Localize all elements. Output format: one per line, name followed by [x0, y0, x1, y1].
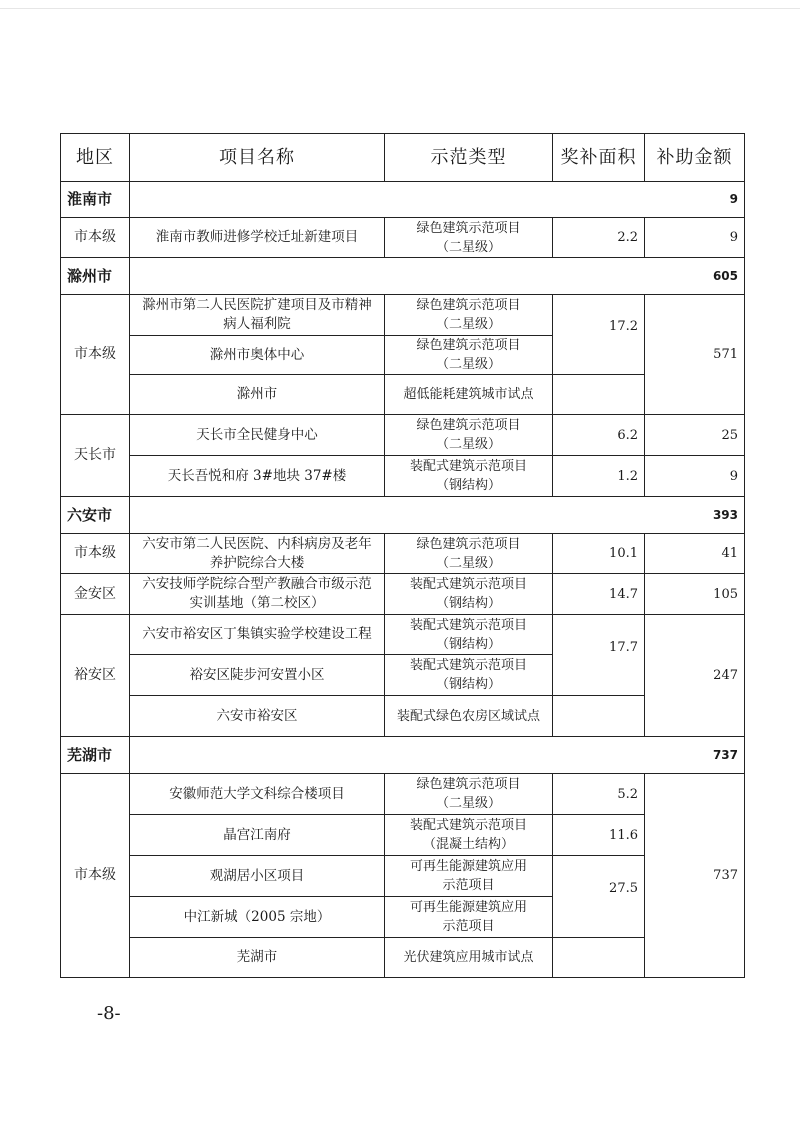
type-line-1: 装配式建筑示范项目 [409, 459, 527, 474]
type-cell [385, 534, 553, 574]
area-cell: 6.2 [553, 415, 645, 456]
table-row [61, 218, 745, 258]
table-row [61, 696, 745, 737]
header-project: 项目名称 [130, 134, 385, 182]
type-line-2: （二星级） [435, 357, 501, 372]
type-cell [385, 774, 553, 815]
type-line-2: （二星级） [435, 437, 501, 452]
project-cell: 晶宫江南府 [130, 815, 385, 856]
region-total: 737 [130, 737, 745, 774]
amount-cell: 737 [645, 774, 745, 978]
area-cell-empty [553, 938, 645, 978]
type-cell [385, 856, 553, 897]
table-row [61, 856, 745, 897]
area-cell: 10.1 [553, 534, 645, 574]
project-cell: 六安市裕安区 [130, 696, 385, 737]
type-line-1: 绿色建筑示范项目 [416, 338, 521, 353]
project-cell: 滁州市奥体中心 [130, 336, 385, 375]
type-cell [385, 415, 553, 456]
region-row-luan [61, 497, 745, 534]
type-line-1: 可再生能源建筑应用 [409, 859, 527, 874]
table-row [61, 938, 745, 978]
district-cell: 裕安区 [61, 615, 130, 737]
table-row [61, 774, 745, 815]
project-cell: 滁州市 [130, 375, 385, 415]
project-cell [130, 295, 385, 336]
region-name: 六安市 [61, 497, 130, 534]
amount-cell: 247 [645, 615, 745, 737]
amount-cell: 25 [645, 415, 745, 456]
area-cell-empty [553, 375, 645, 415]
type-cell: 装配式绿色农房区域试点 [385, 696, 553, 737]
header-area: 奖补面积 [553, 134, 645, 182]
table-row [61, 615, 745, 655]
area-cell [553, 295, 645, 375]
project-cell: 六安市裕安区丁集镇实验学校建设工程 [130, 615, 385, 655]
type-line-1: 装配式建筑示范项目 [409, 818, 527, 833]
type-line-2: （二星级） [435, 239, 501, 255]
project-cell [130, 574, 385, 615]
area-cell: 2.2 [553, 218, 645, 258]
project-cell: 天长市全民健身中心 [130, 415, 385, 456]
type-cell [385, 655, 553, 696]
project-cell: 裕安区陡步河安置小区 [130, 655, 385, 696]
region-name: 芜湖市 [61, 737, 130, 774]
type-cell [385, 456, 553, 497]
project-cell: 天长吾悦和府 3#地块 37#楼 [130, 456, 385, 497]
type-line-2: （钢结构） [435, 636, 501, 652]
project-cell: 淮南市教师进修学校迁址新建项目 [130, 218, 385, 258]
district-cell: 市本级 [61, 774, 130, 978]
district-cell: 金安区 [61, 574, 130, 615]
project-line-2: 养护院综合大楼 [209, 554, 305, 571]
project-line-2: 病人福利院 [223, 316, 291, 332]
amount-cell: 9 [645, 218, 745, 258]
type-line-2: 示范项目 [442, 919, 495, 934]
type-cell [385, 295, 553, 336]
amount-cell: 9 [645, 456, 745, 497]
district-cell: 市本级 [61, 295, 130, 415]
district-cell: 市本级 [61, 534, 130, 574]
region-row-wuhu [61, 737, 745, 774]
region-total: 393 [130, 497, 745, 534]
area-value: 17.2 [609, 319, 638, 334]
district-cell: 市本级 [61, 218, 130, 258]
table-row [61, 456, 745, 497]
scan-edge-line [0, 8, 800, 9]
type-line-1: 装配式建筑示范项目 [409, 617, 527, 633]
header-region: 地区 [61, 134, 130, 182]
type-line-2: （钢结构） [435, 596, 501, 611]
type-cell: 光伏建筑应用城市试点 [385, 938, 553, 978]
type-line-2: （钢结构） [435, 677, 501, 692]
region-name: 滁州市 [61, 258, 130, 295]
area-cell: 11.6 [553, 815, 645, 856]
project-cell: 安徽师范大学文科综合楼项目 [130, 774, 385, 815]
table-row [61, 375, 745, 415]
region-row-huainan [61, 182, 745, 218]
table-row [61, 574, 745, 615]
type-line-2: （二星级） [435, 317, 501, 332]
type-line-1: 装配式建筑示范项目 [409, 658, 527, 673]
type-line-2: （二星级） [435, 796, 501, 811]
type-line-1: 绿色建筑示范项目 [416, 220, 521, 236]
header-amount: 补助金额 [645, 134, 745, 182]
type-line-2: （钢结构） [435, 478, 501, 493]
area-cell [553, 615, 645, 696]
subsidy-table [60, 133, 745, 978]
project-cell: 芜湖市 [130, 938, 385, 978]
project-cell: 中江新城（2005 宗地） [130, 897, 385, 938]
project-line-1: 六安市第二人民医院、内科病房及老年 [142, 535, 372, 552]
area-cell: 14.7 [553, 574, 645, 615]
type-line-1: 绿色建筑示范项目 [416, 777, 521, 792]
amount-cell: 41 [645, 534, 745, 574]
region-name: 淮南市 [61, 182, 130, 218]
area-cell: 5.2 [553, 774, 645, 815]
type-line-2: （二星级） [435, 555, 501, 571]
table-row [61, 415, 745, 456]
table-header-row [61, 134, 745, 182]
amount-cell: 571 [645, 295, 745, 415]
area-value: 27.5 [609, 881, 638, 896]
project-line-1: 滁州市第二人民医院扩建项目及市精神 [142, 297, 372, 313]
district-cell: 天长市 [61, 415, 130, 497]
type-cell: 超低能耗建筑城市试点 [385, 375, 553, 415]
header-type: 示范类型 [385, 134, 553, 182]
type-line-1: 装配式建筑示范项目 [409, 577, 527, 592]
area-cell: 1.2 [553, 456, 645, 497]
type-cell [385, 336, 553, 375]
type-cell [385, 897, 553, 938]
type-line-1: 绿色建筑示范项目 [416, 298, 521, 313]
type-line-1: 可再生能源建筑应用 [409, 900, 527, 915]
project-cell: 观湖居小区项目 [130, 856, 385, 897]
amount-cell: 105 [645, 574, 745, 615]
type-cell [385, 574, 553, 615]
type-line-1: 绿色建筑示范项目 [416, 418, 521, 433]
type-line-2: （混凝土结构） [422, 837, 514, 852]
type-line-2: 示范项目 [442, 878, 495, 893]
type-cell [385, 815, 553, 856]
area-cell [553, 856, 645, 938]
project-line-1: 六安技师学院综合型产教融合市级示范 [142, 576, 372, 592]
project-cell [130, 534, 385, 574]
area-value: 17.7 [609, 639, 638, 655]
table-row [61, 534, 745, 574]
type-cell [385, 218, 553, 258]
table-row [61, 815, 745, 856]
area-cell-empty [553, 696, 645, 737]
region-total: 605 [130, 258, 745, 295]
type-line-1: 绿色建筑示范项目 [416, 536, 521, 552]
region-total: 9 [130, 182, 745, 218]
project-line-2: 实训基地（第二校区） [189, 595, 325, 611]
page-number: -8- [97, 1003, 121, 1024]
type-cell [385, 615, 553, 655]
table-row [61, 295, 745, 336]
region-row-chuzhou [61, 258, 745, 295]
